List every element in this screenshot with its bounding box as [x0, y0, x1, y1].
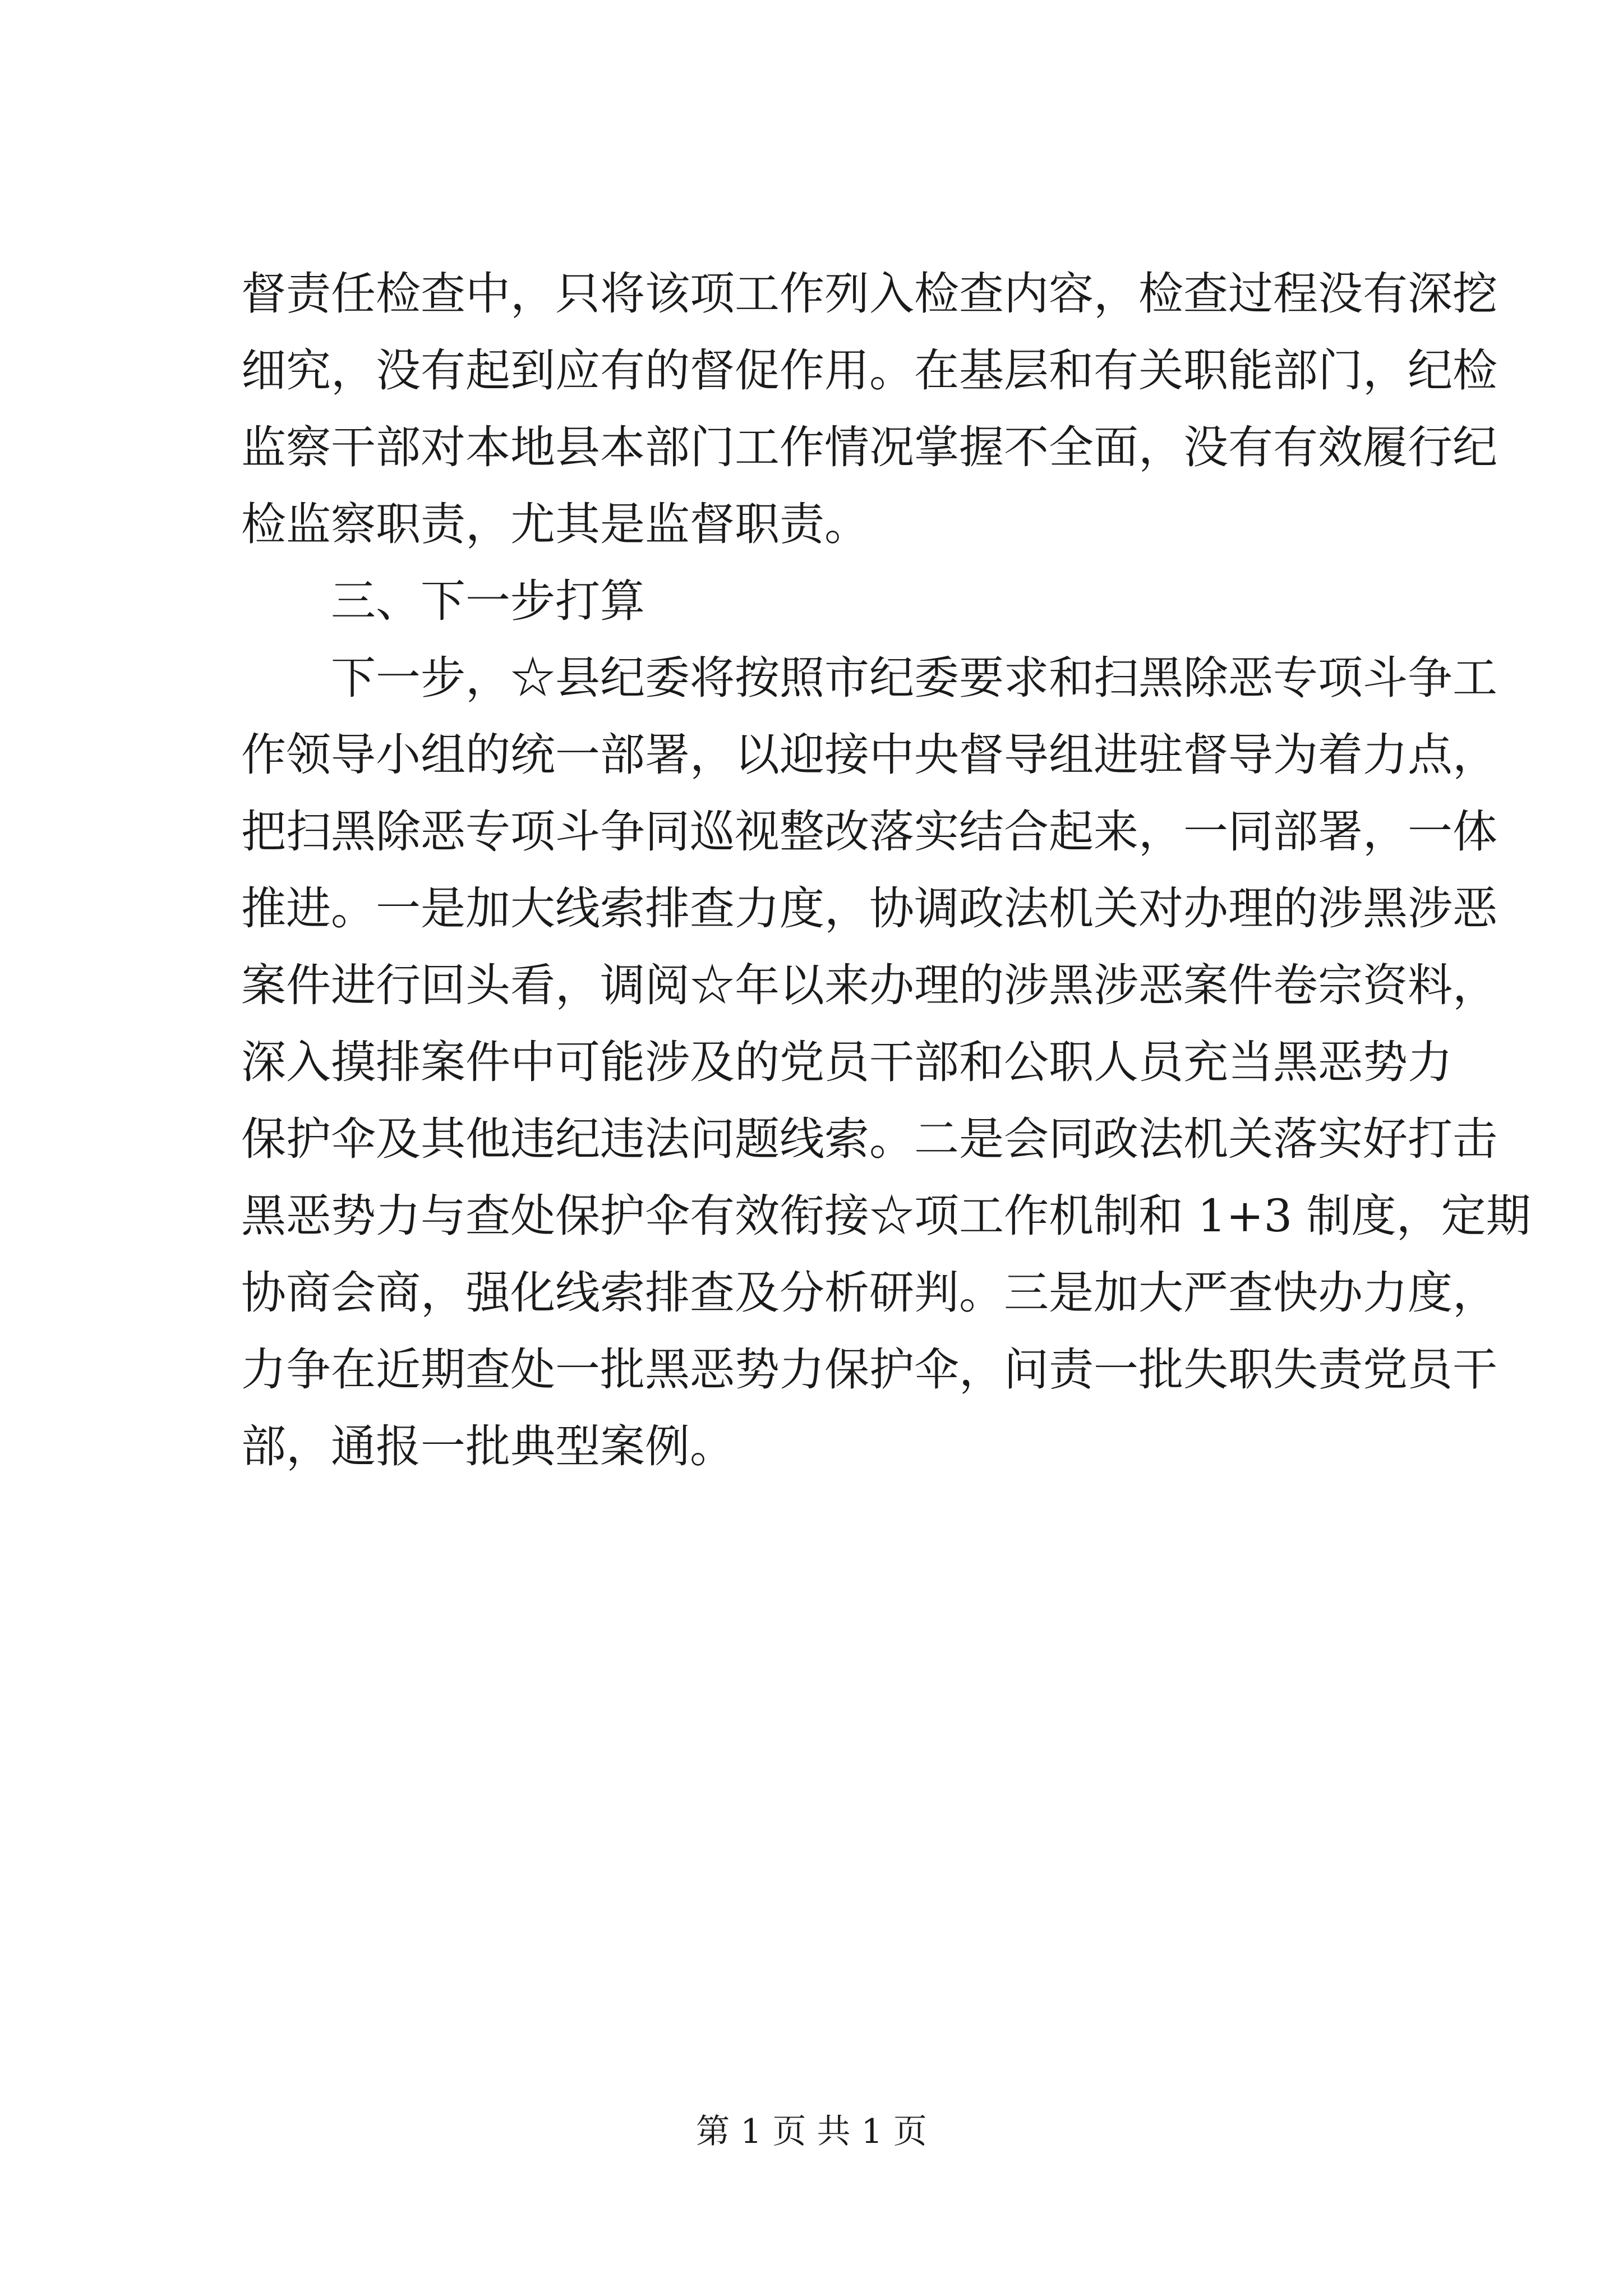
paragraph-line: 细究，没有起到应有的督促作用。在基层和有关职能部门，纪检 — [241, 344, 1497, 397]
paragraph-line: 深入摸排案件中可能涉及的党员干部和公职人员充当黑恶势力 — [241, 1036, 1453, 1088]
paragraph-line: 监察干部对本地县本部门工作情况掌握不全面，没有有效履行纪 — [241, 421, 1497, 473]
section-heading: 三、下一步打算 — [331, 575, 645, 627]
paragraph-line: 督责任检查中，只将该项工作列入检查内容，检查过程没有深挖 — [241, 268, 1497, 320]
paragraph-line: 检监察职责，尤其是监督职责。 — [241, 498, 869, 550]
paragraph-line: 保护伞及其他违纪违法问题线索。二是会同政法机关落实好打击 — [241, 1113, 1497, 1165]
paragraph-line: 黑恶势力与查处保护伞有效衔接☆项工作机制和 1+3 制度，定期 — [241, 1190, 1531, 1242]
paragraph-line: 下一步，☆县纪委将按照市纪委要求和扫黑除恶专项斗争工 — [331, 652, 1497, 704]
paragraph-line: 案件进行回头看，调阅☆年以来办理的涉黑涉恶案件卷宗资料， — [241, 959, 1497, 1011]
paragraph-line: 把扫黑除恶专项斗争同巡视整改落实结合起来，一同部署，一体 — [241, 806, 1497, 858]
paragraph-line: 力争在近期查处一批黑恶势力保护伞，问责一批失职失责党员干 — [241, 1343, 1497, 1396]
page-number-footer: 第 1 页 共 1 页 — [696, 2112, 927, 2151]
document-body — [241, 255, 1531, 1485]
paragraph-line: 作领导小组的统一部署，以迎接中央督导组进驻督导为着力点， — [241, 729, 1497, 781]
paragraph-line: 部，通报一批典型案例。 — [241, 1420, 735, 1473]
paragraph-line: 协商会商，强化线索排查及分析研判。三是加大严查快办力度， — [241, 1267, 1497, 1319]
paragraph-line: 推进。一是加大线索排查力度，协调政法机关对办理的涉黑涉恶 — [241, 882, 1497, 935]
